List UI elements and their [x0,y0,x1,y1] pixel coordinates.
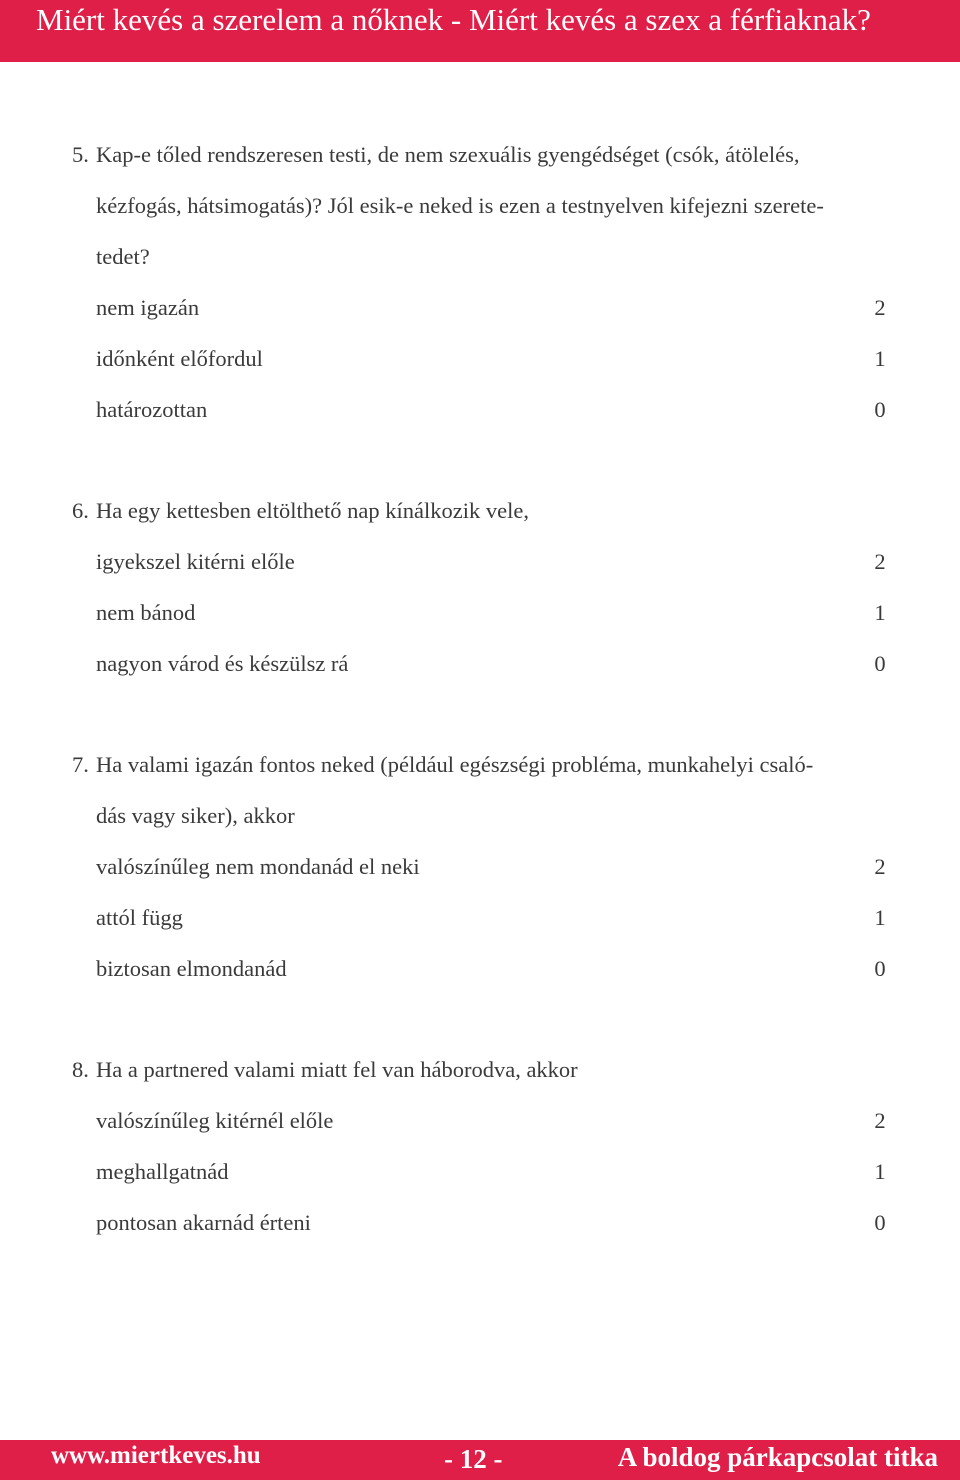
option-label: meghallgatnád [96,1159,229,1184]
option-score: 1 [874,905,886,930]
option-score: 1 [874,346,886,371]
option-label: időnként előfordul [96,346,263,371]
option-score: 1 [874,600,886,625]
option-label: biztosan elmondanád [96,956,287,981]
question-number: 7. [72,752,89,777]
option-label: határozottan [96,397,208,422]
page-header [0,0,960,62]
option-score: 0 [874,956,886,981]
question-text-line: Ha a partnered valami miatt fel van háborodva, akkor [96,1057,578,1082]
question-number: 6. [72,498,89,523]
option-score: 2 [874,854,886,879]
option-score: 2 [874,295,886,320]
question-text-line: Ha valami igazán fontos neked (például egészségi probléma, munkahelyi csaló- [96,752,814,777]
option-label: igyekszel kitérni előle [96,549,295,574]
page-footer [0,1440,960,1480]
website-link[interactable]: www.miertkeves.hu [51,1442,261,1469]
option-label: nem bánod [96,600,196,625]
option-score: 0 [874,651,886,676]
option-score: 2 [874,549,886,574]
option-score: 0 [874,397,886,422]
page-number: - 12 - [444,1444,503,1474]
header-title: Miért kevés a szerelem a nőknek - Miért kevés a szex a férfiaknak? [36,2,871,37]
question-text-line: Ha egy kettesben eltölthető nap kínálkozik vele, [96,498,529,523]
option-label: pontosan akarnád érteni [96,1210,311,1235]
question-number: 5. [72,142,89,167]
question-text-line: dás vagy siker), akkor [96,803,295,828]
option-score: 1 [874,1159,886,1184]
question-number: 8. [72,1057,89,1082]
option-label: nem igazán [96,295,200,320]
option-label: valószínűleg nem mondanád el neki [96,854,420,879]
option-label: valószínűleg kitérnél előle [96,1108,334,1133]
question-text-line: kézfogás, hátsimogatás)? Jól esik-e neked is ezen a testnyelven kifejezni szerete- [96,193,824,218]
option-label: nagyon várod és készülsz rá [96,651,349,676]
question-text-line: tedet? [96,244,150,269]
option-score: 2 [874,1108,886,1133]
option-score: 0 [874,1210,886,1235]
book-title: A boldog párkapcsolat titka [617,1442,938,1472]
question-text-line: Kap-e tőled rendszeresen testi, de nem szexuális gyengédséget (csók, átölelés, [96,142,800,167]
option-label: attól függ [96,905,183,930]
